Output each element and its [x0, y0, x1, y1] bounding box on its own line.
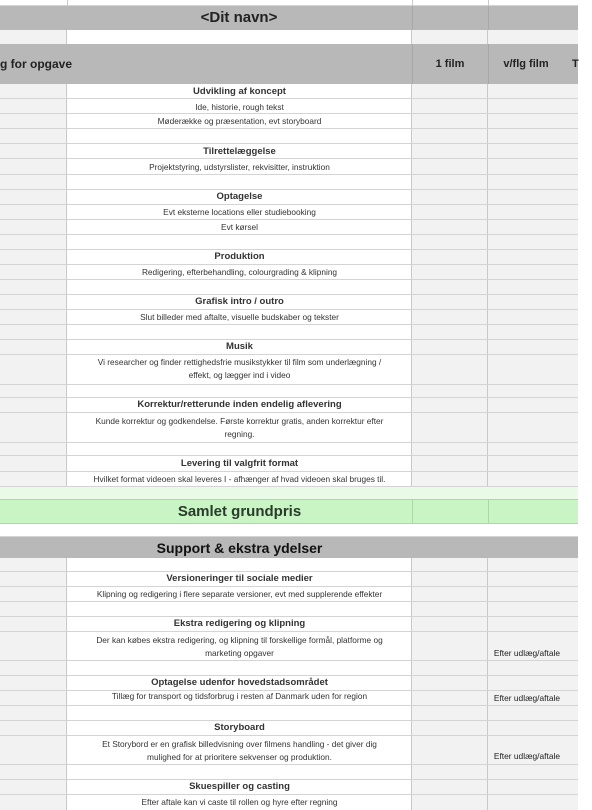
title-band	[0, 6, 578, 30]
task-column-header: g for opgave	[0, 57, 73, 71]
section-desc: Ide, historie, rough tekst	[195, 102, 284, 112]
section-desc: regning.	[224, 429, 255, 439]
extra-title: Ekstra redigering og klipning	[173, 618, 306, 629]
section-title: Korrektur/retterunde inden endelig aflevering	[137, 399, 342, 410]
section-title: Grafisk intro / outro	[195, 296, 284, 307]
extra-desc: mulighed for at prioritere sekvenser og produktion.	[147, 752, 332, 762]
section-desc: Hvilket format videoen skal leveres I - afhænger af hvad videoen skal bruges til.	[93, 474, 386, 484]
extra-desc: Et Storybord er en grafisk billedvisning over filmens handling - det giver dig	[102, 739, 377, 749]
grundpris-label: Samlet grundpris	[177, 503, 302, 520]
section-title: Produktion	[214, 251, 265, 262]
extra-title: Versioneringer til sociale medier	[166, 573, 313, 584]
one-film-header: 1 film	[435, 58, 465, 70]
section-title: Tilrettelæggelse	[203, 146, 276, 157]
extra-title: Optagelse udenfor hovedstadsområdet	[151, 677, 328, 688]
section-title: Musik	[226, 341, 253, 352]
section-desc: Redigering, efterbehandling, colourgrading & klipning	[141, 267, 338, 277]
section-desc: Evt kørsel	[221, 222, 258, 232]
extra-desc: Klipning og redigering i flere separate versioner, evt med supplerende effekter	[96, 589, 383, 599]
extra-desc: marketing opgaver	[205, 648, 274, 658]
extra-desc: Efter aftale kan vi caste til rollen og hyre efter regning	[141, 797, 338, 807]
extra-desc: Der kan købes ekstra redigering, og klipning til forskellige formål, platforme og	[96, 635, 383, 645]
support-title: Support & ekstra ydelser	[156, 540, 323, 556]
column-1film	[412, 0, 488, 810]
extra-price-note: Efter udlæg/aftale	[493, 693, 560, 703]
per-film-header: v/flg film	[503, 58, 549, 70]
section-desc: Slut billeder med aftalte, visuelle budskaber og tekster	[140, 312, 339, 322]
total-header: T	[572, 58, 579, 70]
support-band	[0, 537, 578, 558]
extra-title: Storyboard	[214, 722, 265, 733]
section-desc: Projektstyring, udstyrslister, rekvisitter, instruktion	[149, 162, 330, 172]
section-desc: Vi researcher og finder rettighedsfrie musikstykker til film som underlægning /	[97, 357, 382, 367]
page-title: <Dit navn>	[200, 9, 278, 26]
section-desc: Møderække og præsentation, evt storyboard	[157, 116, 322, 126]
header-band	[0, 44, 578, 84]
extra-price-note: Efter udlæg/aftale	[493, 648, 560, 658]
section-title: Levering til valgfrit format	[180, 458, 299, 469]
section-desc: Evt eksterne locations eller studiebooking	[163, 207, 316, 217]
section-title: Udvikling af koncept	[193, 86, 286, 97]
section-title: Optagelse	[216, 191, 263, 202]
extra-title: Skuespiller og casting	[189, 781, 290, 792]
section-desc: Kunde korrektur og godkendelse. Første korrektur gratis, anden korrektur efter	[95, 416, 384, 426]
extra-desc: Tillæg for transport og tidsforbrug i resten af Danmark uden for region	[111, 691, 368, 701]
extra-price-note: Efter udlæg/aftale	[493, 751, 560, 761]
column-a	[0, 0, 67, 810]
section-desc: effekt, og lægger ind i video	[188, 370, 291, 380]
column-vflg	[488, 0, 578, 810]
grundpris-band	[0, 499, 578, 524]
